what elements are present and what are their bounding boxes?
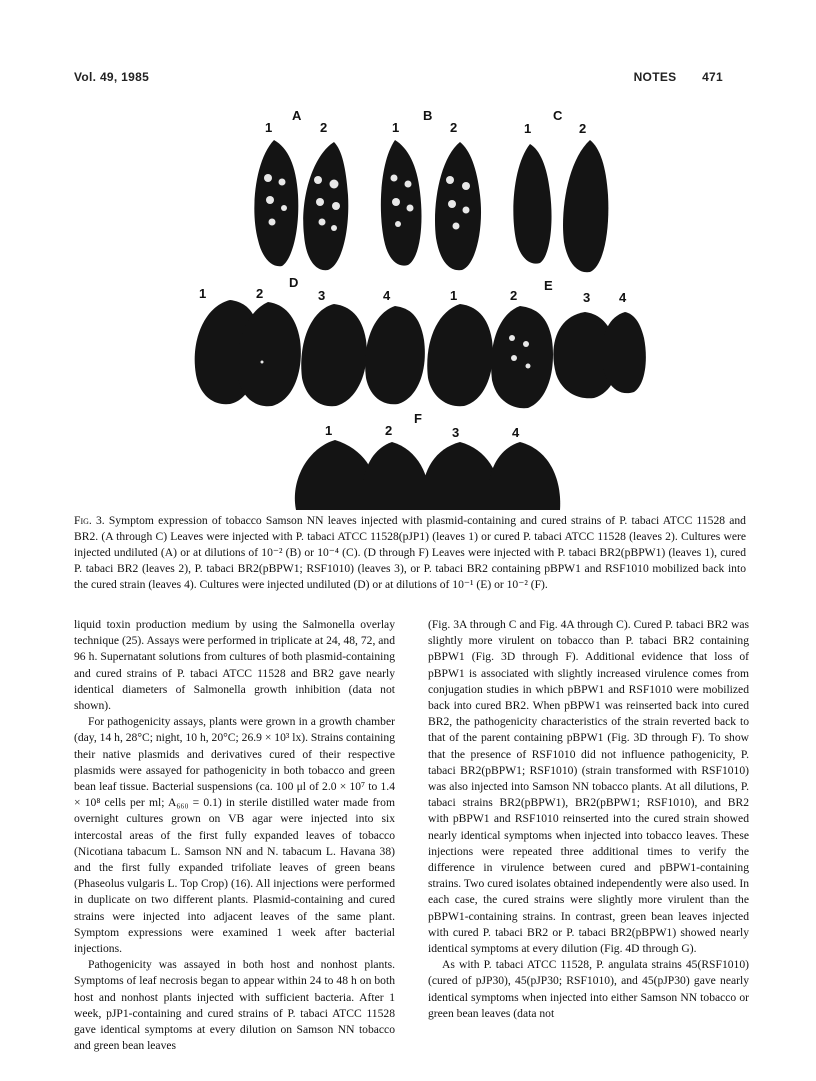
- leaf-label-d-1: 1: [199, 286, 207, 301]
- leaf-label-f-4: 4: [512, 425, 520, 440]
- leaf-f-4: [488, 442, 560, 510]
- leaf-label-e-3: 3: [583, 290, 591, 305]
- paragraph: Pathogenicity was assayed in both host and nonhost plants. Symptoms of leaf necrosis began to appear within 24 to 48 h on both host and nonhost plants injected with sufficient bacteria. After 1 week, pJP1-containing and cured strains of P. tabaci ATCC 11528 gave identical symptoms at every dilution on Samson NN tobacco and green bean leaves: [74, 958, 395, 1053]
- lesion: [330, 180, 339, 189]
- lesion: [264, 174, 272, 182]
- leaf-a-1: [254, 140, 298, 266]
- lesion: [314, 176, 322, 184]
- panel-label-b: B: [423, 108, 433, 123]
- leaf-f-2: [362, 442, 430, 510]
- lesion: [331, 225, 337, 231]
- figure-3-leaf-photographs: [0, 100, 816, 510]
- lesion: [281, 205, 287, 211]
- leaf-d-4: [365, 306, 425, 404]
- leaf-e-1: [427, 304, 493, 406]
- leaf-label-c-2: 2: [579, 121, 587, 136]
- lesion: [266, 196, 274, 204]
- leaf-label-a-2: 2: [320, 120, 328, 135]
- leaf-label-d-2: 2: [256, 286, 264, 301]
- leaf-label-e-4: 4: [619, 290, 627, 305]
- panel-label-d: D: [289, 275, 299, 290]
- figure-caption: [74, 513, 746, 593]
- leaf-c-2: [563, 140, 608, 272]
- paragraph: (Fig. 3A through C and Fig. 4A through C). Cured P. tabaci BR2 was slightly more virulent on tobacco than P. tabaci BR2 containing pBPW1 (Fig. 3D through F). Additional evidence that loss of pBPW1 is associated with slightly increased virulence comes from conjugation studies in which pBPW1 and RSF1010 were mobilized back into cured BR2. When pBPW1 was reinserted back into cured BR2, the pathogenicity characteristics of the strain reverted back to that of the parent containing pBPW1 (Fig. 3D through F). To show that the presence of RSF1010 did not influence pathogenicity, P. tabaci BR2(pBPW1; RSF1010) (strain transformed with RSF1010) was also injected into Samson NN tobacco plants. At all dilutions, P. tabaci strains BR2(pBPW1), BR2(pBPW1; RSF1010), and BR2 with pBPW1 and RSF1010 reinserted into the cured strain showed nearly identical symptoms when injected into tobacco leaves. These injections were repeated three additional times to verify the difference in virulence between cured and pBPW1-containing strains. Two cured isolates obtained independently were also used. In each case, the cured strains were slightly more virulent than the pBPW1-containing strains. In contrast, green bean leaves injected with cured P. tabaci BR2 or P. tabaci BR2(pBPW1) showed nearly identical symptoms at every dilution (Fig. 4D through G).: [428, 618, 749, 956]
- lesion: [407, 205, 414, 212]
- page-number: 471: [702, 70, 723, 84]
- lesion: [279, 179, 286, 186]
- paragraph: For pathogenicity assays, plants were grown in a growth chamber (day, 14 h, 28°C; night, 10 h, 20°C; 26.9 × 10³ lx). Strains containing their native plasmids and derivatives cured of their respective plasmids were assayed for pathogenicity in both tobacco and green bean leaf tissue. Bacterial suspensions (ca. 100 μl of 2.0 × 10⁷ to 1.4 × 10⁸ cells per ml; A₆₆₀ = 0.1) in sterile distilled water made from overnight cultures grown on VB agar were injected into six intercostal areas of the first fully expanded leaves of tobacco (Nicotiana tabacum L. Samson NN and N. tabacum L. Havana 38) and the first fully expanded trifoliate leaves of green beans (Phaseolus vulgaris L. Top Crop) (16). All injections were performed in duplicate on two different plants. Plasmid-containing and cured strains were injected into adjacent leaves of the same plant. Symptom expressions were examined 1 week after bacterial injections.: [74, 715, 395, 956]
- lesion: [405, 181, 412, 188]
- leaf-label-f-2: 2: [385, 423, 393, 438]
- lesion: [316, 198, 324, 206]
- leaf-label-e-2: 2: [510, 288, 518, 303]
- paragraph: liquid toxin production medium by using the Salmonella overlay technique (25). Assays were performed in triplicate at 24, 48, 72, and 96 h. Supernatant solutions from cultures of both plasmid-containing and cured strains of P. tabaci ATCC 11528 and BR2 gave nearly identical diameters of Salmonella growth inhibition (data not shown).: [74, 618, 395, 713]
- leaf-label-e-1: 1: [450, 288, 458, 303]
- leaf-label-d-4: 4: [383, 288, 391, 303]
- figure-caption-text: Symptom expression of tobacco Samson NN leaves injected with plasmid-containing and cured strains of P. tabaci ATCC 11528 and BR2. (A through C) Leaves were injected with P. tabaci ATCC 11528(pJP1) (leaves 1) or cured P. tabaci ATCC 11528 (leaves 2). Cultures were injected undiluted (A) or at dilutions of 10⁻² (B) or 10⁻⁴ (C). (D through F) Leaves were injected with P. tabaci BR2(pBPW1) (leaves 1), cured P. tabaci BR2 (leaves 2), P. tabaci BR2(pBPW1; RSF1010) (leaves 3), or P. tabaci BR2 containing pBPW1 and RSF1010 mobilized back into the cured strain (leaves 4). Cultures were injected undiluted (D) or at dilutions of 10⁻¹ (E) or 10⁻² (F).: [74, 514, 746, 591]
- figure-3: [0, 100, 816, 510]
- lesion: [269, 219, 276, 226]
- leaf-label-d-3: 3: [318, 288, 326, 303]
- leaf-b-2: [435, 142, 481, 270]
- lesion: [453, 223, 460, 230]
- leaf-e-2: [491, 306, 553, 408]
- leaf-c-1: [513, 144, 551, 264]
- lesion: [261, 361, 264, 364]
- leaf-label-f-3: 3: [452, 425, 460, 440]
- leaf-d-3: [301, 304, 367, 406]
- lesion: [448, 200, 456, 208]
- lesion: [523, 341, 529, 347]
- lesion: [446, 176, 454, 184]
- lesion: [395, 221, 401, 227]
- lesion: [391, 175, 398, 182]
- panel-label-f: F: [414, 411, 422, 426]
- lesion: [332, 202, 340, 210]
- lesion: [526, 364, 531, 369]
- running-head-right: [612, 70, 723, 84]
- leaf-a-2: [303, 142, 348, 270]
- leaf-label-a-1: 1: [265, 120, 273, 135]
- body-column-left: [74, 617, 395, 1054]
- panel-label-a: A: [292, 108, 302, 123]
- panel-label-e: E: [544, 278, 553, 293]
- lesion: [319, 219, 326, 226]
- leaf-e-4: [602, 312, 646, 393]
- lesion: [462, 182, 470, 190]
- paragraph: As with P. tabaci ATCC 11528, P. angulata strains 45(RSF1010) (cured of pJP30), 45(pJP30; RSF1010), and 45(pJP30) gave nearly identical symptoms when injected into either Samson NN tobacco or green bean leaves (data not: [428, 958, 749, 1020]
- leaf-label-b-2: 2: [450, 120, 458, 135]
- leaf-b-1: [381, 140, 422, 266]
- running-head-section: NOTES: [633, 70, 677, 84]
- lesion: [463, 207, 470, 214]
- lesion: [511, 355, 517, 361]
- figure-caption-label: Fig. 3.: [74, 514, 105, 527]
- body-column-right: [428, 617, 749, 1022]
- running-head-volume: Vol. 49, 1985: [74, 70, 150, 84]
- lesion: [392, 198, 400, 206]
- leaf-label-f-1: 1: [325, 423, 333, 438]
- panel-label-c: C: [553, 108, 563, 123]
- lesion: [509, 335, 515, 341]
- leaf-label-c-1: 1: [524, 121, 532, 136]
- leaf-label-b-1: 1: [392, 120, 400, 135]
